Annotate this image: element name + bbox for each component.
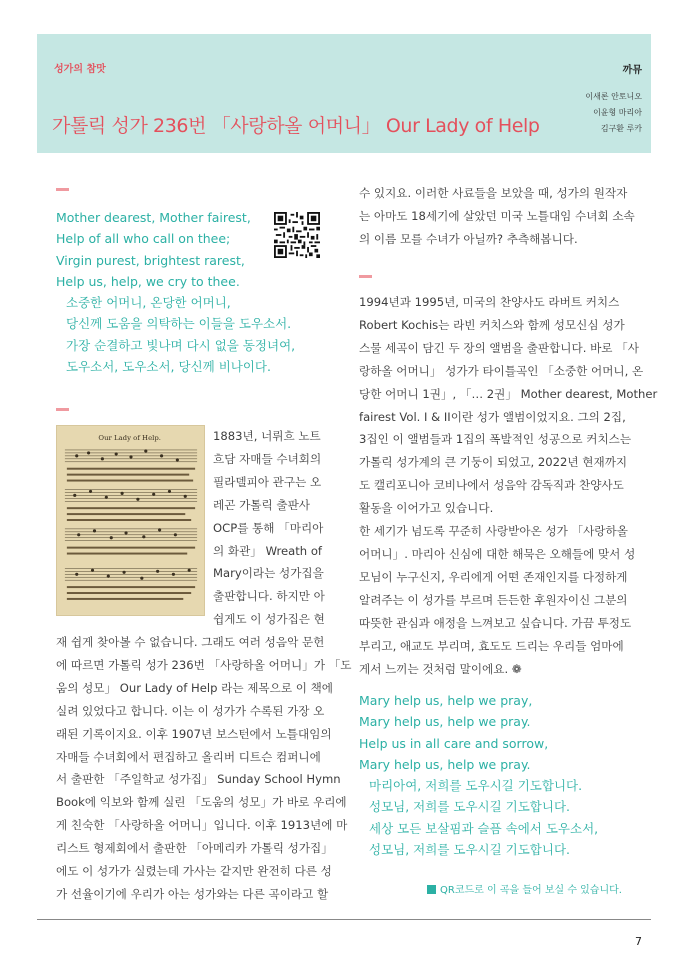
footer-divider: [37, 919, 651, 920]
text-line: 모님이 누구신지, 우리에게 어떤 존재인지를 다정하게: [359, 569, 628, 584]
text-line: 재 쉽게 찾아볼 수 없습니다. 그래도 여러 성음악 문헌: [56, 635, 325, 649]
lyric-line: Mary help us, help we pray,: [359, 693, 533, 708]
section-dash: [359, 275, 372, 278]
text-line: 3집인 이 앨범들과 1집의 폭발적인 성공으로 커치스는: [359, 432, 632, 447]
text-line: 에도 이 성가가 실렸는데 가사는 같지만 완전히 다른 성: [56, 864, 332, 879]
text-line: 게 친숙한 「사랑하올 어머니」입니다. 이후 1913년에 마: [56, 818, 348, 833]
lyrics-bottom: [359, 690, 598, 860]
right-paragraph-2: [359, 291, 657, 680]
text-line: 쉽게도 이 성가집은 현: [213, 612, 325, 627]
qr-note: [427, 881, 622, 896]
text-line: 수 있지요. 이러한 사료들을 보았을 때, 성가의 원작자: [359, 186, 628, 200]
text-line: 출판합니다. 하지만 아: [213, 589, 325, 604]
author-name: 이새론 안토니오: [585, 92, 642, 101]
author-name: 이윤형 마리아: [593, 108, 642, 117]
lyric-line: Help of all who call on thee;: [56, 231, 231, 247]
text-line: 알려주는 이 성가를 부르며 든든한 후원자이신 그분의: [359, 592, 628, 607]
section-label: 성가의 참맛: [54, 64, 106, 75]
text-line: 레곤 가톨릭 출판사: [213, 497, 310, 512]
text-line: 자매들 수녀회에서 편집하고 올리버 디트슨 컴퍼니에: [56, 749, 321, 764]
text-line: 리스트 형제회에서 출판한 「아메리카 가톨릭 성가집」: [56, 841, 333, 856]
lyric-line: Help us, help, we cry to thee.: [56, 273, 240, 289]
lyric-line-ko: 성모님, 저희를 도우시길 기도합니다.: [369, 799, 570, 815]
lyric-line-ko: 세상 모든 보살핌과 슬픔 속에서 도우소서,: [369, 820, 599, 836]
text-line: 어머니」. 마리아 신심에 대한 해묵은 오해들에 맞서 성: [359, 546, 636, 561]
text-line: 1883년, 너뤼흐 노트: [213, 429, 321, 443]
text-line: 실려 있었다고 합니다. 이는 이 성가가 수록된 가장 오: [56, 703, 325, 718]
text-line: Book에 익보와 함께 실린 「도움의 성모」가 바로 우리에: [56, 795, 347, 810]
text-line: 는 아마도 18세기에 살았던 미국 노틀대임 수녀회 소속: [359, 208, 635, 223]
text-line: 도 캘리포니아 코비나에서 성음악 감독직과 찬양사도: [359, 478, 624, 493]
category-label: 까뮤: [622, 65, 642, 76]
lyric-line-ko: 성모님, 저희를 도우시길 기도합니다.: [369, 842, 570, 858]
text-line: 스물 세곡이 담긴 두 장의 앨범을 출판합니다. 바로 「사: [359, 340, 639, 355]
sheet-music-title: Our Lady of Help.: [98, 434, 161, 443]
text-line: 게서 느끼는 것처럼 말이에요. ❁: [359, 661, 522, 676]
page-number: 7: [635, 935, 642, 948]
section-dash: [56, 408, 69, 411]
text-line: 흐담 자매들 수녀회의: [213, 451, 322, 466]
text-line: fairest Vol. I & II이란 성가 앨범이었지요. 그의 2집,: [359, 409, 626, 424]
text-line: 당한 어머니 1권」, 「… 2권」 Mother dearest, Mother: [359, 386, 658, 401]
lyric-line: Mother dearest, Mother fairest,: [56, 210, 251, 225]
text-line: 가톨릭 성가계의 큰 기둥이 되었고, 2022년 현재까지: [359, 455, 628, 470]
bullet-square-icon: [427, 885, 436, 894]
right-paragraph-1: [359, 182, 635, 251]
text-line: 랑하올 어머니」 성가가 타이틀곡인 「소중한 어머니, 온: [359, 363, 644, 378]
text-line: Robert Kochis는 라빈 커치스와 함께 성모신심 성가: [359, 317, 625, 332]
lyric-line-ko: 당신께 도움을 의탁하는 이들을 도우소서.: [66, 316, 292, 332]
text-line: 1994년과 1995년, 미국의 찬양사도 라버트 커치스: [359, 295, 620, 309]
text-line: 따뜻한 관심과 애정을 느껴보고 싶습니다. 가끔 투정도: [359, 615, 632, 630]
section-dash: [56, 188, 69, 191]
left-paragraph-wrap: [213, 425, 325, 631]
lyric-line: Virgin purest, brightest rarest,: [56, 252, 245, 268]
text-line: 한 세기가 넘도록 꾸준히 사랑받아온 성가 「사랑하올: [359, 524, 628, 539]
text-line: 가 선율이기에 우리가 아는 성가와는 다른 곡이라고 할: [56, 886, 329, 901]
lyrics-top: [56, 207, 295, 377]
article-header: [37, 34, 651, 153]
text-line: 서 출판한 「주일학교 성가집」 Sunday School Hymn: [56, 772, 341, 787]
text-line: 의 이름 모를 수녀가 아닐까? 추측해봅니다.: [359, 231, 578, 246]
qr-note-text: QR코드로 이 곡을 들어 보실 수 있습니다.: [440, 885, 622, 896]
text-line: 래된 기록이지요. 이후 1907년 보스턴에서 노틀대임의: [56, 726, 332, 741]
text-line: 부리고, 애교도 부리며, 효도도 드리는 우리들 엄마에: [359, 638, 624, 653]
text-line: 움의 성모」 Our Lady of Help 라는 제목으로 이 책에: [56, 680, 333, 695]
lyric-line-ko: 도우소서, 도우소서, 당신께 비나이다.: [66, 359, 271, 375]
lyric-line: Mary help us, help we pray.: [359, 756, 531, 772]
sheet-music-image: [56, 425, 205, 616]
qr-code-icon[interactable]: [274, 212, 320, 258]
lyric-line-ko: 마리아여, 저희를 도우시길 기도합니다.: [369, 778, 583, 794]
author-name: 김구환 루카: [600, 124, 642, 133]
lyric-line: Help us in all care and sorrow,: [359, 735, 549, 751]
lyric-line: Mary help us, help we pray.: [359, 714, 531, 730]
author-list: [585, 89, 642, 137]
text-line: 에 따르면 가톨릭 성가 236번 「사랑하올 어머니」가 「도: [56, 657, 352, 672]
lyric-line-ko: 소중한 어머니, 온당한 어머니,: [66, 295, 231, 311]
left-paragraph-full: [56, 631, 352, 906]
text-line: Mary이라는 성가집을: [213, 566, 324, 581]
text-line: 활동을 이어가고 있습니다.: [359, 501, 494, 516]
text-line: 의 화관」 Wreath of: [213, 543, 323, 558]
article-title: 가톨릭 성가 236번 「사랑하올 어머니」 Our Lady of Help: [52, 115, 540, 137]
text-line: OCP를 통해 「마리아: [213, 520, 324, 535]
lyric-line-ko: 가장 순결하고 빛나며 다시 없을 동정녀여,: [66, 337, 296, 353]
text-line: 필라델피아 관구는 오: [213, 474, 322, 489]
